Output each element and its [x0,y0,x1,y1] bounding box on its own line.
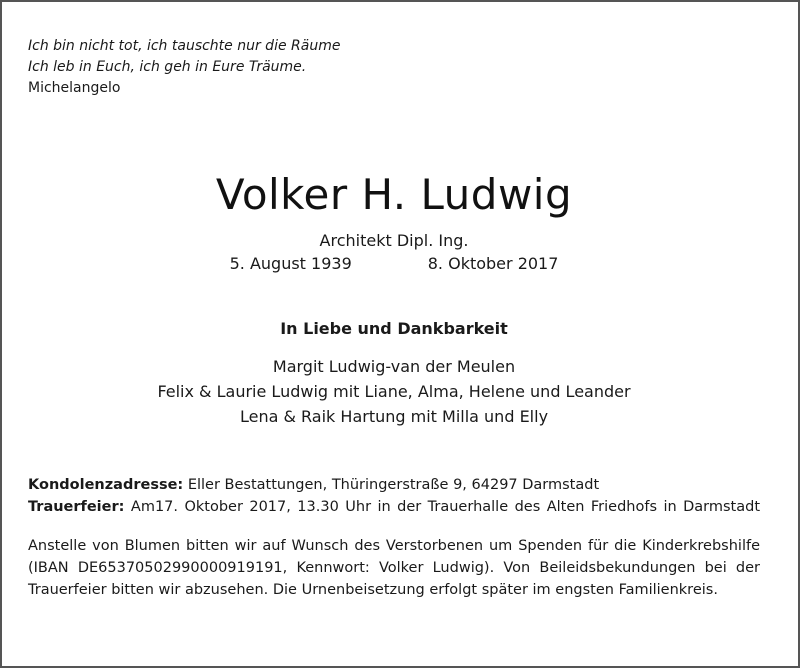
funeral-text: Am17. Oktober 2017, 13.30 Uhr in der Trauerhalle des Alten Friedhofs in Darmstadt [130,499,761,515]
funeral-info [28,496,760,518]
quote-line-1: Ich bin nicht tot, ich tauschte nur die Räume [28,38,341,54]
quote-author: Michelangelo [28,80,121,96]
mourner-line: Margit Ludwig-van der Meulen [272,357,516,376]
closing-line: Anstelle von Blumen bitten wir auf Wunsch des Verstorbenen um Spenden für die Kinderkrebshilfe [28,538,760,554]
mourners-heading: In Liebe und Dankbarkeit [280,319,508,338]
info-block [28,474,760,518]
mourner-line: Lena & Raik Hartung mit Milla und Elly [239,407,549,426]
condolence-address-label: Kondolenzadresse: [28,477,184,493]
closing-paragraph [28,535,760,601]
deceased-name: Volker H. Ludwig [215,170,573,219]
closing-line: Trauerfeier bitten wir abzusehen. Die Urnenbeisetzung erfolgt später im engsten Familienkreis. [28,582,718,598]
deceased-profession: Architekt Dipl. Ing. [319,231,469,250]
mourners-list [28,354,760,429]
death-date: 8. Oktober 2017 [427,254,559,273]
condolence-address-text: Eller Bestattungen, Thüringerstraße 9, 64297 Darmstadt [187,477,600,493]
quote-line-2: Ich leb in Euch, ich geh in Eure Träume. [28,59,307,75]
mourner-line: Felix & Laurie Ludwig mit Liane, Alma, Helene und Leander [157,382,631,401]
quote-block [28,36,760,99]
closing-line: (IBAN DE65370502990000919191, Kennwort: Volker Ludwig). Von Beileidsbekundungen bei der [28,560,760,576]
life-dates [28,252,760,276]
funeral-label: Trauerfeier: [28,499,125,515]
birth-date: 5. August 1939 [229,254,352,273]
condolence-address [28,474,760,496]
